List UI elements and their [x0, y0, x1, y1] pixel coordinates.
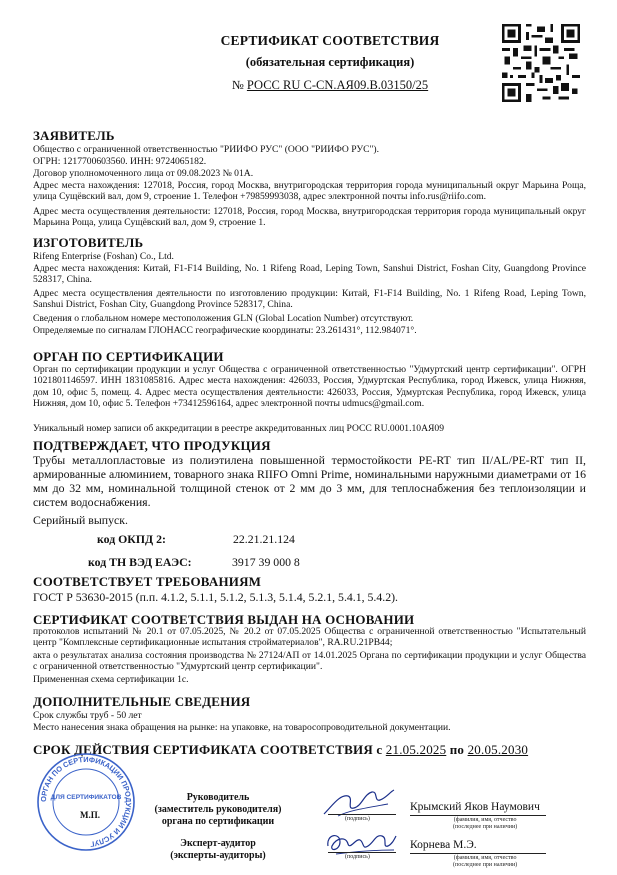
validity-to-label: по: [446, 742, 468, 757]
head-name-caption: (фамилия, имя, отчество (последнее при наличии): [453, 817, 518, 830]
basis-scheme: Примененная схема сертификации 1с.: [33, 674, 189, 685]
product-serial: Серийный выпуск.: [33, 513, 128, 527]
head-signature-caption: (подпись): [345, 816, 370, 822]
expert-title: Эксперт-аудитор (эксперты-аудиторы): [170, 838, 266, 861]
additional-heading: ДОПОЛНИТЕЛЬНЫЕ СВЕДЕНИЯ: [33, 694, 251, 709]
certificate-number-line: [150, 78, 510, 93]
stamp-ring-text: ОРГАН ПО СЕРТИФИКАЦИИ ПРОДУКЦИИ И УСЛУГ: [38, 754, 134, 849]
validity-label: СРОК ДЕЙСТВИЯ СЕРТИФИКАТА СООТВЕТСТВИЯ с: [33, 742, 386, 757]
stamp-center-text: ДЛЯ СЕРТИФИКАТОВ: [50, 794, 122, 801]
expert-name: Корнева М.Э.: [410, 839, 477, 851]
certification-stamp-icon: [36, 752, 136, 852]
applicant-contract: Договор уполномоченного лица от 09.08.2023 № 01А.: [33, 168, 254, 179]
certificate-number: РОСС RU C-CN.АЯ09.В.03150/25: [246, 78, 429, 92]
product-description: Трубы металлопластовые из полиэтилена повышенной термостойкости PE-RT тип II/AL/PE-RT тип II, армированные алюминием, товарного знака RIIFO Omni Prime, номинальными наружными диаметрами от 16 мм до 32 мм, номинальной толщиной стенок от 2 мм до 3 мм, для теплоснабжения без теплоизоляции и систем водоснабжения.: [33, 453, 586, 509]
basis-heading: СЕРТИФИКАТ СООТВЕТСТВИЯ ВЫДАН НА ОСНОВАНИИ: [33, 612, 415, 627]
applicant-name: Общество с ограниченной ответственностью "РИИФО РУС" (ООО "РИИФО РУС").: [33, 144, 380, 155]
validity-to: 20.05.2030: [467, 742, 529, 757]
certification-body-registry: Уникальный номер записи об аккредитации в реестре аккредитованных лиц РОСС RU.0001.10АЯ09: [33, 423, 445, 434]
certificate-subtitle: (обязательная сертификация): [245, 55, 415, 69]
expert-signature-line: [328, 852, 396, 853]
product-heading: ПОДТВЕРЖДАЕТ, ЧТО ПРОДУКЦИЯ: [33, 438, 271, 453]
basis-protocols: протоколов испытаний № 20.1 от 07.05.2025, № 20.2 от 07.05.2025 Общества с ограниченной ответственностью "Испытательный центр "Комплексные сертификационные испытания стройматериалов", RA.RU.21PB44;: [33, 626, 586, 649]
head-name-line: [410, 815, 546, 816]
additional-mark-place: Место нанесения знака обращения на рынке: на упаковке, на товаросопроводительной документации.: [33, 722, 451, 733]
basis-act: акта о результатах анализа состояния производства № 27124/АП от 14.01.2025 Органа по сертификации продукции и услуг Общества с ограниченной ответственностью "Удмуртский центр сертификации".: [33, 650, 586, 673]
applicant-ogrn: ОГРН: 1217700603560. ИНН: 9724065182.: [33, 156, 207, 167]
head-signature-line: [328, 814, 396, 815]
applicant-address: Адрес места нахождения: 127018, Россия, город Москва, внутригородская территория города муниципальный округ Марьина Роща, улица Сущёвский вал, дом 9, строение 1. Телефон +79859993038, адрес электронной почты info.rus@riifo.com.: [33, 180, 586, 203]
validity-from: 21.05.2025: [385, 742, 447, 757]
qr-code-icon[interactable]: [502, 24, 580, 102]
okpd-label: код ОКПД 2:: [97, 532, 166, 546]
certification-body-text: Орган по сертификации продукции и услуг Общества с ограниченной ответственностью "Удмуртский центр сертификации". ОГРН 1021801146597. ИНН 1831085816. Адрес места нахождения: 426033, Россия, Удмуртская Республика, город Ижевск, улица Нижняя, дом 10, офис 5, помещ. 4. Адрес места осуществления деятельности: 426033, Россия, Удмуртская Республика, город Ижевск, улица Нижняя, дом 10, офис 5. Телефон +73412596164, адрес электронной почты udmucs@gmail.com.: [33, 364, 586, 410]
number-prefix: №: [231, 78, 247, 92]
certificate-title: СЕРТИФИКАТ СООТВЕТСТВИЯ: [220, 33, 440, 48]
mp-label: М.П.: [80, 810, 100, 820]
requirements-heading: СООТВЕТСТВУЕТ ТРЕБОВАНИЯМ: [33, 574, 262, 589]
manufacturer-heading: ИЗГОТОВИТЕЛЬ: [33, 235, 144, 250]
expert-name-line: [410, 853, 546, 854]
requirements-text: ГОСТ Р 53630-2015 (п.п. 4.1.2, 5.1.1, 5.1.2, 5.1.3, 5.1.4, 5.2.1, 5.4.1, 5.4.2).: [33, 590, 399, 604]
expert-signature-caption: (подпись): [345, 854, 370, 860]
tnved-value: 3917 39 000 8: [232, 555, 300, 569]
additional-service-life: Срок службы труб - 50 лет: [33, 710, 142, 721]
okpd-value: 22.21.21.124: [233, 532, 295, 546]
head-name: Крымский Яков Наумович: [410, 801, 540, 813]
manufacturer-activity-address: Адрес места осуществления деятельности по изготовлению продукции: Китай, F1-F14 Building, No. 1 Rifeng Road, Leping Town, Sanshui District, Foshan City, Guangdong Province 528317, China.: [33, 288, 586, 311]
tnved-label: код ТН ВЭД ЕАЭС:: [88, 555, 192, 569]
manufacturer-name: Rifeng Enterprise (Foshan) Co., Ltd.: [33, 251, 174, 262]
manufacturer-gln: Сведения о глобальном номере местоположения GLN (Global Location Number) отсутствуют.: [33, 313, 414, 324]
certification-body-heading: ОРГАН ПО СЕРТИФИКАЦИИ: [33, 349, 224, 364]
manufacturer-glonass: Определяемые по сигналам ГЛОНАСС географические координаты: 23.261431°, 112.984071°.: [33, 325, 417, 336]
applicant-activity-address: Адрес места осуществления деятельности: 127018, Россия, город Москва, внутригородская территория города муниципальный округ Марьина Роща, улица Сущёвский вал, дом 9, строение 1.: [33, 206, 586, 229]
head-title: Руководитель (заместитель руководителя) органа по сертификации: [154, 792, 282, 827]
manufacturer-address: Адрес места нахождения: Китай, F1-F14 Building, No. 1 Rifeng Road, Leping Town, Sanshui District, Foshan City, Guangdong Province 528317, China.: [33, 263, 586, 286]
expert-name-caption: (фамилия, имя, отчество (последнее при наличии): [453, 855, 518, 868]
applicant-heading: ЗАЯВИТЕЛЬ: [33, 128, 115, 143]
